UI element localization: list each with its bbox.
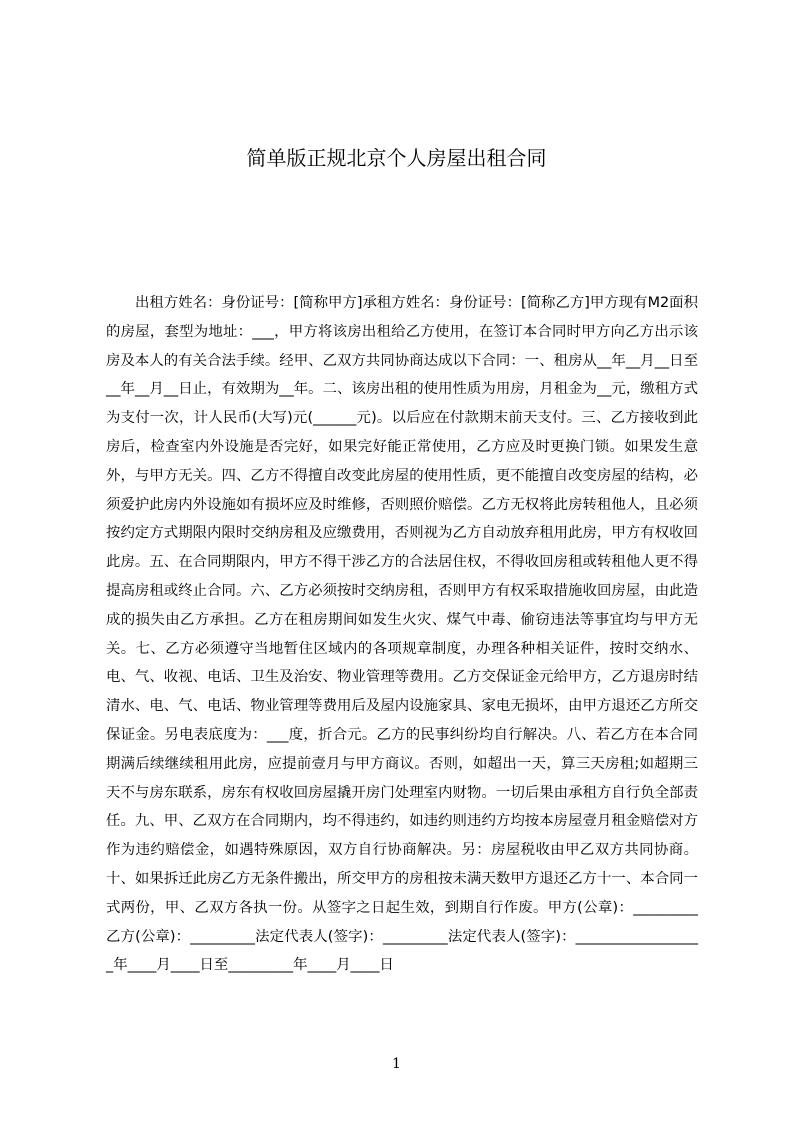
- contract-body: 出租方姓名：身份证号：[简称甲方]承租方姓名：身份证号：[简称乙方]甲方现有M2面积的房屋，套型为地址：___，甲方将该房出租给乙方使用，在签订本合同时甲方向乙方出示该房及本人的有关合法手续。经甲、乙双方共同协商达成以下合同：一、租房从__年__月__日至__年__月__日止，有效期为__年。二、该房出租的使用性质为用房，月租金为__元，缴租方式为支付一次，计人民币(大写)元(______元)。以后应在付款期末前天支付。三、乙方接收到此房后，检查室内外设施是否完好，如果完好能正常使用，乙方应及时更换门锁。如果发生意外，与甲方无关。四、乙方不得擅自改变此房屋的使用性质，更不能擅自改变房屋的结构，必须爱护此房内外设施如有损坏应及时维修，否则照价赔偿。乙方无权将此房转租他人，且必须按约定方式期限内限时交纳房租及应缴费用，否则视为乙方自动放弃租用此房，甲方有权收回此房。五、在合同期限内，甲方不得干涉乙方的合法居住权，不得收回房租或转租他人更不得提高房租或终止合同。六、乙方必须按时交纳房租，否则甲方有权采取措施收回房屋，由此造成的损失由乙方承担。乙方在租房期间如发生火灾、煤气中毒、偷窃违法等事宜均与甲方无关。七、乙方必须遵守当地暂住区域内的各项规章制度，办理各种相关证件，按时交纳水、电、气、收视、电话、卫生及治安、物业管理等费用。乙方交保证金元给甲方，乙方退房时结清水、电、气、电话、物业管理等费用后及屋内设施家具、家电无损坏，由甲方退还乙方所交保证金。另电表底度为：___度，折合元。乙方的民事纠纷均自行解决。八、若乙方在本合同期满后续继续租用此房，应提前壹月与甲方商议。否则，如超出一天，算三天房租;如超期三天不与房东联系，房东有权收回房屋撬开房门处理室内财物。一切后果由承租方自行负全部责任。九、甲、乙双方在合同期内，均不得违约，如违约则违约方均按本房屋壹月租金赔偿对方作为违约赔偿金，如遇特殊原因，双方自行协商解决。另：房屋税收由甲乙双方共同协商。十、如果拆迁此房乙方无条件搬出，所交甲方的房租按未满天数甲方退还乙方十一、本合同一式两份，甲、乙双方各执一份。从签字之日起生效，到期自行作废。甲方(公章)：_________乙方(公章)：_________法定代表人(签字)：_________法定代表人(签字)：__________________年____月____日至_________年____月____日: [106, 295, 698, 974]
- page-number: 1: [392, 1056, 401, 1072]
- document-title: 简单版正规北京个人房屋出租合同: [246, 146, 547, 170]
